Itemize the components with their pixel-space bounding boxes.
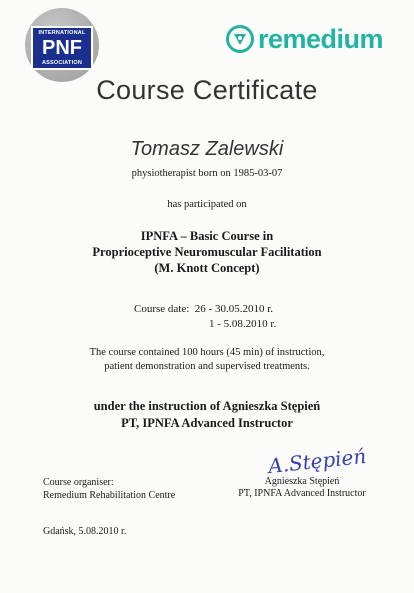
course-date-row-2	[134, 317, 276, 332]
course-date-line-1: 26 - 30.05.2010 r.	[194, 303, 274, 315]
course-name	[0, 228, 414, 276]
instruction-line-1: under the instruction of Agnieszka Stępień	[93, 399, 321, 413]
organiser-label: Course organiser:	[43, 477, 114, 488]
course-date	[134, 302, 276, 332]
born-line: physiotherapist born on 1985-03-07	[131, 168, 283, 179]
hours-line-1: The course contained 100 hours (45 min) of instruction,	[89, 347, 325, 358]
course-date-row-1	[134, 302, 276, 317]
pnf-logo-top-text: INTERNATIONAL	[38, 30, 86, 36]
participated-line: has participated on	[167, 199, 247, 210]
remedium-logo	[226, 22, 383, 56]
remedium-heart-icon	[226, 25, 254, 53]
course-date-label: Course date:	[134, 303, 190, 315]
handwritten-signature: A.Stępień	[267, 443, 368, 479]
course-name-line-3: (M. Knott Concept)	[154, 261, 260, 275]
pnf-logo-bottom-text: ASSOCIATION	[42, 60, 82, 66]
course-organiser	[43, 476, 175, 502]
instructor-signature-block	[232, 476, 372, 500]
instructor-name: Agnieszka Stępień	[264, 476, 340, 487]
hours-line-2: patient demonstration and supervised treatments.	[104, 361, 310, 372]
course-name-line-1: IPNFA – Basic Course in	[140, 229, 274, 243]
pnf-logo-badge	[31, 26, 93, 70]
course-date-line-2: 1 - 5.08.2010 r.	[209, 318, 277, 330]
remedium-logo-text: remedium	[258, 23, 384, 54]
place-and-date: Gdańsk, 5.08.2010 r.	[43, 526, 127, 537]
pnf-association-logo	[25, 8, 99, 82]
certificate-title: Course Certificate	[96, 75, 318, 105]
course-hours-text	[0, 346, 414, 374]
organiser-name: Remedium Rehabilitation Centre	[43, 490, 176, 501]
pnf-logo-main-text: PNF	[42, 37, 82, 59]
instruction-block	[0, 398, 414, 432]
course-name-line-2: Proprioceptive Neuromuscular Facilitation	[92, 245, 322, 259]
instructor-title: PT, IPNFA Advanced Instructor	[238, 488, 366, 499]
instruction-line-2: PT, IPNFA Advanced Instructor	[121, 416, 293, 430]
recipient-name: Tomasz Zalewski	[130, 138, 284, 160]
